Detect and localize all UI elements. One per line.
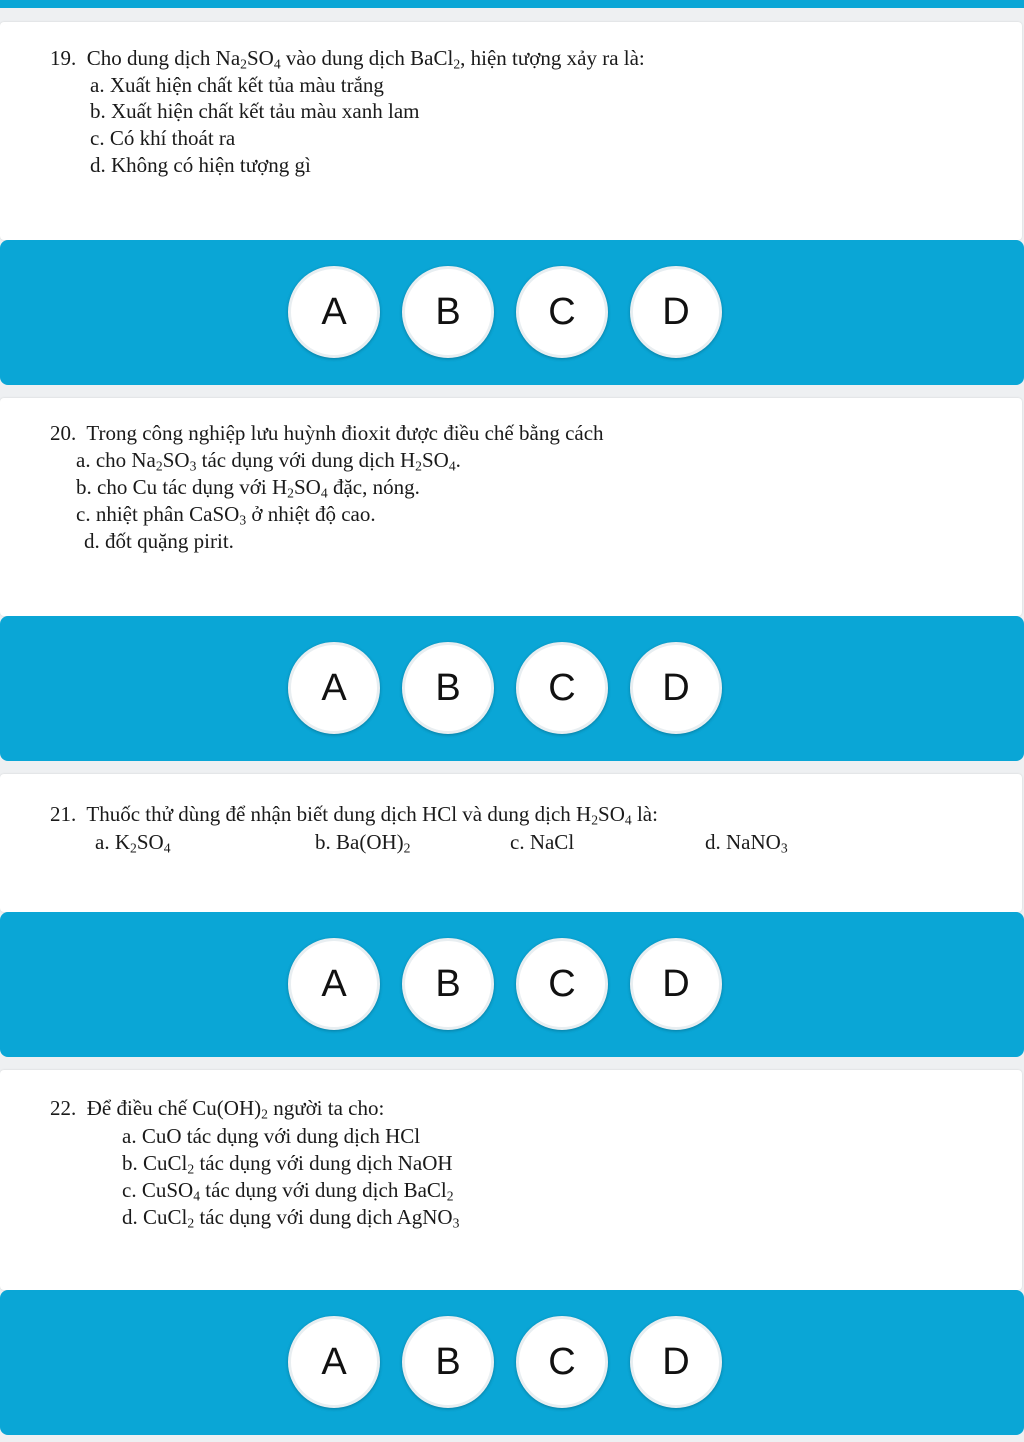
question-22-option-c: c. CuSO$_4$ tác dụng với dung dịch BaCl$_2$ (122, 1178, 454, 1204)
question-22-text: 22. Để điều chế $Cu(OH)_2$ người ta cho: (50, 1096, 385, 1122)
top-accent-strip (0, 0, 1024, 8)
question-19-option-d: d. Không có hiện tượng gì (90, 153, 311, 177)
question-19-answer-b-button[interactable]: B (402, 266, 494, 358)
question-20-answer-a-button[interactable]: A (288, 642, 380, 734)
question-19-text: 19. Cho dung dịch $Na_2SO_4$ vào dung dịch BaCl$_2$, hiện tượng xảy ra là: (50, 46, 645, 72)
question-20-answer-d-button[interactable]: D (630, 642, 722, 734)
question-21-options-row (0, 829, 1000, 855)
question-21-answer-a-button[interactable]: A (288, 938, 380, 1030)
question-21-card (0, 774, 1022, 912)
question-20-option-c: c. nhiệt phân CaSO$_3$ ở nhiệt độ cao. (76, 502, 376, 528)
question-22-answer-bar (0, 1290, 1024, 1435)
question-21-answer-d-button[interactable]: D (630, 938, 722, 1030)
question-20-answer-bar (0, 616, 1024, 761)
question-22-card (0, 1070, 1022, 1290)
question-19-option-b: b. Xuất hiện chất kết tảu màu xanh lam (90, 99, 420, 123)
question-21-text: 21. Thuốc thử dùng để nhận biết dung dịch HCl và dung dịch $H_2SO_4$ là: (50, 802, 658, 828)
question-21-option-a: a. $K_2SO_4$ (95, 830, 171, 856)
question-19-answer-bar (0, 240, 1024, 385)
question-19-card (0, 22, 1022, 240)
question-22-answer-a-button[interactable]: A (288, 1316, 380, 1408)
question-22-option-d: d. CuCl$_2$ tác dụng với dung dịch AgNO$_3$ (122, 1205, 460, 1231)
question-22-answer-d-button[interactable]: D (630, 1316, 722, 1408)
question-19-answer-c-button[interactable]: C (516, 266, 608, 358)
question-21-option-c: c. NaCl (510, 830, 575, 854)
question-20-option-a: a. cho $Na_2SO_3$ tác dụng với dung dịch $H_2SO_4$. (76, 448, 461, 474)
question-21-answer-c-button[interactable]: C (516, 938, 608, 1030)
question-19-option-a: a. Xuất hiện chất kết tủa màu trắng (90, 73, 384, 97)
question-21-answer-b-button[interactable]: B (402, 938, 494, 1030)
question-22-option-a: a. CuO tác dụng với dung dịch HCl (122, 1124, 421, 1148)
question-21-option-d: d. NaNO$_3$ (705, 830, 788, 856)
question-22-answer-b-button[interactable]: B (402, 1316, 494, 1408)
question-20-card (0, 398, 1022, 616)
question-19-answer-d-button[interactable]: D (630, 266, 722, 358)
question-22-answer-c-button[interactable]: C (516, 1316, 608, 1408)
question-21-answer-bar (0, 912, 1024, 1057)
question-20-answer-b-button[interactable]: B (402, 642, 494, 734)
question-22-option-b: b. CuCl$_2$ tác dụng với dung dịch NaOH (122, 1151, 453, 1177)
question-21-option-b: b. $Ba(OH)_2$ (315, 830, 411, 856)
question-19-option-c: c. Có khí thoát ra (90, 126, 236, 150)
question-20-text: 20. Trong công nghiệp lưu huỳnh đioxit được điều chế bằng cách (50, 421, 604, 445)
question-19-answer-a-button[interactable]: A (288, 266, 380, 358)
question-20-answer-c-button[interactable]: C (516, 642, 608, 734)
question-20-option-b: b. cho Cu tác dụng với $H_2SO_4$ đặc, nóng. (76, 475, 420, 501)
question-20-option-d: d. đốt quặng pirit. (84, 529, 234, 553)
